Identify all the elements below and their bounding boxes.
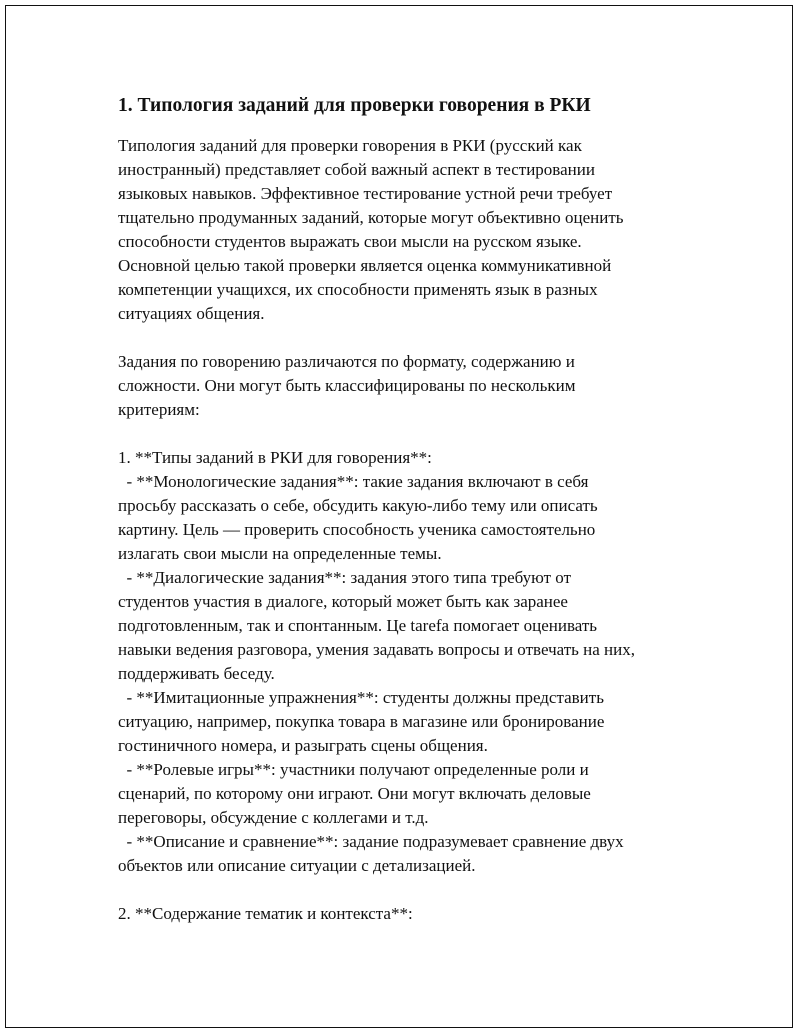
document-body (118, 92, 698, 926)
section-heading: 1. Типология заданий для проверки говорения в РКИ (118, 95, 591, 116)
task-types-list: 1. **Типы заданий в РКИ для говорения**: - **Монологические задания**: такие задания включают в себя просьбу рассказать о себе, обсудить какую-либо тему или описать картину. Цель — проверить способность ученика самостоятельно излагать свои мысли на определенные темы. - **Диалогические задания**: задания этого типа требуют от студентов участия в диалоге, который может быть как заранее подготовленным, так и спонтанным. Це tarefa помогает оценивать навыки ведения разговора, умения задавать вопросы и отвечать на них, поддерживать беседу. - **Имитационные упражнения**: студенты должны представить ситуацию, например, покупка товара в магазине или бронирование гостиничного номера, и разыграть сцены общения. - **Ролевые игры**: участники получают определенные роли и сценарий, по которому они играют. Они могут включать деловые переговоры, обсуждение с коллегами и т.д. - **Описание и сравнение**: задание подразумевает сравнение двух объектов или описание ситуации с детализацией. (118, 448, 635, 875)
classification-paragraph: Задания по говорению различаются по формату, содержанию и сложности. Они могут быть классифицированы по нескольким критериям: (118, 352, 576, 419)
intro-paragraph: Типология заданий для проверки говорения в РКИ (русский как иностранный) представляет собой важный аспект в тестировании языковых навыков. Эффективное тестирование устной речи требует тщательно продуманных заданий, которые могут объективно оценить способности студентов выражать свои мысли на русском языке. Основной целью такой проверки является оценка коммуникативной компетенции учащихся, их способности применять язык в разных ситуациях общения. (118, 136, 624, 323)
content-topics-item: 2. **Содержание тематик и контекста**: (118, 904, 413, 923)
